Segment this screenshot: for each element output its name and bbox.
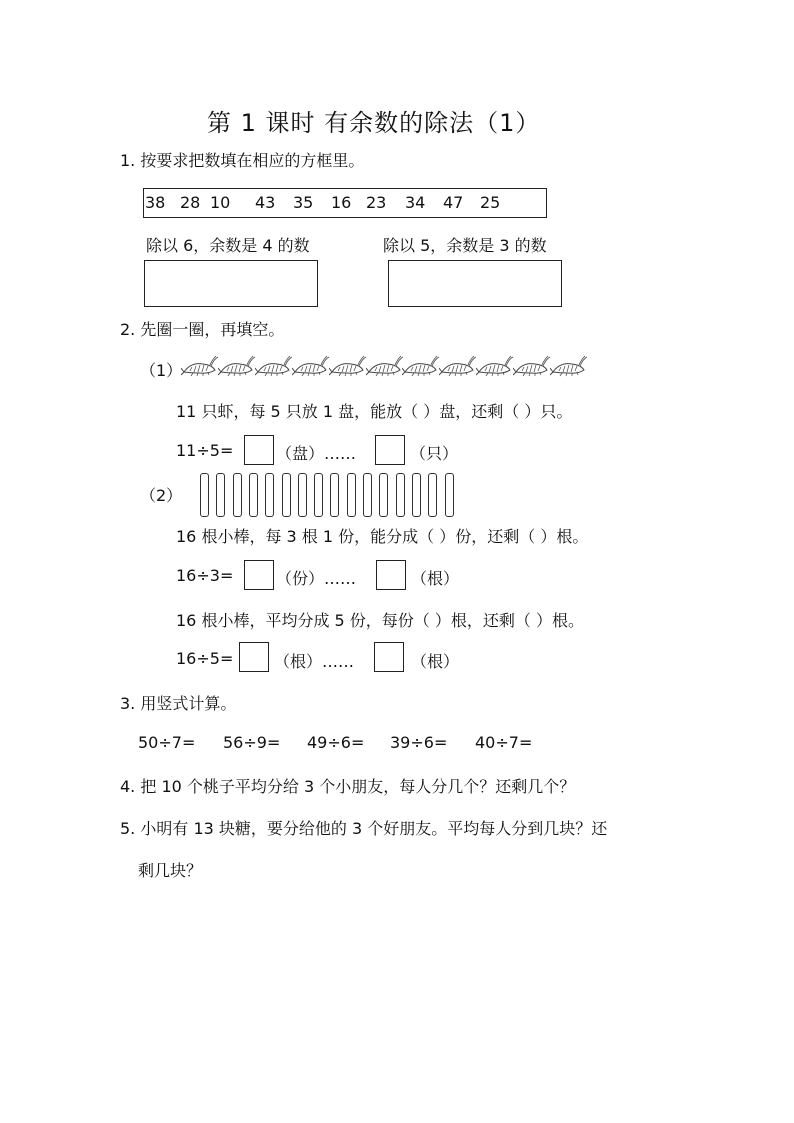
shrimp-icon — [550, 355, 588, 377]
part-1-unit-2: （只） — [410, 444, 459, 463]
part-2-eq2-unit-1: （根）…… — [274, 652, 355, 671]
question-5-line-2: 剩几块？ — [138, 861, 203, 880]
counting-stick — [298, 473, 307, 517]
part-1-remainder-box[interactable] — [375, 435, 405, 465]
counting-stick — [200, 473, 209, 517]
shrimp-icon — [329, 355, 367, 377]
part-2-eq2-remainder-box[interactable] — [374, 642, 404, 672]
counting-stick — [412, 473, 421, 517]
counting-stick — [379, 473, 388, 517]
part-2-eq2-quotient-box[interactable] — [239, 642, 269, 672]
shrimp-icon — [476, 355, 514, 377]
calc-item: 39÷6= — [390, 733, 448, 752]
part-2-sentence-1: 16 根小棒，每 3 根 1 份，能分成（ ）份，还剩（ ）根。 — [176, 527, 589, 546]
part-1-quotient-box[interactable] — [244, 435, 274, 465]
number-chip[interactable]: 25 — [480, 193, 501, 212]
number-pool-box — [143, 188, 547, 218]
counting-stick — [396, 473, 405, 517]
page-title: 第 1 课时 有余数的除法（1） — [207, 109, 541, 137]
shrimp-icon — [255, 355, 293, 377]
counting-stick — [249, 473, 258, 517]
counting-stick — [330, 473, 339, 517]
part-2-eq1-remainder-box[interactable] — [376, 560, 406, 590]
question-1-label: 1. 按要求把数填在相应的方框里。 — [120, 151, 365, 170]
calc-item: 40÷7= — [475, 733, 533, 752]
number-chip[interactable]: 16 — [331, 193, 352, 212]
number-chip[interactable]: 47 — [443, 193, 464, 212]
counting-stick — [265, 473, 274, 517]
number-chip[interactable]: 43 — [255, 193, 276, 212]
counting-stick — [282, 473, 291, 517]
part-2-eq1-quotient-box[interactable] — [244, 560, 274, 590]
shrimp-icon — [513, 355, 551, 377]
part-1-sentence: 11 只虾，每 5 只放 1 盘，能放（ ）盘，还剩（ ）只。 — [176, 402, 573, 421]
part-2-equation-1-left: 16÷3= — [176, 566, 234, 585]
question-2-label: 2. 先圈一圈，再填空。 — [120, 320, 285, 339]
shrimp-row — [181, 355, 621, 377]
answer-box-remainder-4[interactable] — [144, 260, 318, 307]
shrimp-icon — [439, 355, 477, 377]
number-chip[interactable]: 10 — [210, 193, 231, 212]
part-2-eq1-unit-2: （根） — [411, 569, 460, 588]
stick-row — [200, 473, 470, 519]
number-pool — [144, 193, 546, 215]
calc-item: 56÷9= — [223, 733, 281, 752]
part-1-marker: （1） — [140, 361, 183, 380]
counting-stick — [363, 473, 372, 517]
question-5-line-1: 5. 小明有 13 块糖，要分给他的 3 个好朋友。平均每人分到几块？还 — [120, 819, 608, 838]
part-2-eq1-unit-1: （份）…… — [276, 569, 357, 588]
counting-stick — [428, 473, 437, 517]
answer-box-remainder-3[interactable] — [388, 260, 562, 307]
part-2-eq2-unit-2: （根） — [411, 652, 460, 671]
box-a-label: 除以 6，余数是 4 的数 — [146, 236, 310, 255]
box-b-label: 除以 5，余数是 3 的数 — [383, 236, 547, 255]
counting-stick — [216, 473, 225, 517]
question-3-label: 3. 用竖式计算。 — [120, 694, 237, 713]
number-chip[interactable]: 34 — [405, 193, 426, 212]
shrimp-icon — [366, 355, 404, 377]
shrimp-icon — [218, 355, 256, 377]
part-2-sentence-2: 16 根小棒，平均分成 5 份，每份（ ）根，还剩（ ）根。 — [176, 611, 584, 630]
calc-item: 49÷6= — [307, 733, 365, 752]
counting-stick — [347, 473, 356, 517]
number-chip[interactable]: 28 — [180, 193, 201, 212]
counting-stick — [314, 473, 323, 517]
part-1-equation-left: 11÷5= — [176, 441, 234, 460]
number-chip[interactable]: 23 — [366, 193, 387, 212]
shrimp-icon — [292, 355, 330, 377]
calc-item: 50÷7= — [138, 733, 196, 752]
number-chip[interactable]: 35 — [293, 193, 314, 212]
counting-stick — [445, 473, 454, 517]
part-1-unit-1: （盘）…… — [276, 444, 357, 463]
shrimp-icon — [181, 355, 219, 377]
vertical-calc-row — [138, 733, 558, 755]
counting-stick — [233, 473, 242, 517]
question-4-label: 4. 把 10 个桃子平均分给 3 个小朋友，每人分几个？还剩几个？ — [120, 777, 576, 796]
shrimp-icon — [402, 355, 440, 377]
number-chip[interactable]: 38 — [145, 193, 166, 212]
part-2-marker: （2） — [140, 486, 183, 505]
part-2-equation-2-left: 16÷5= — [176, 649, 234, 668]
